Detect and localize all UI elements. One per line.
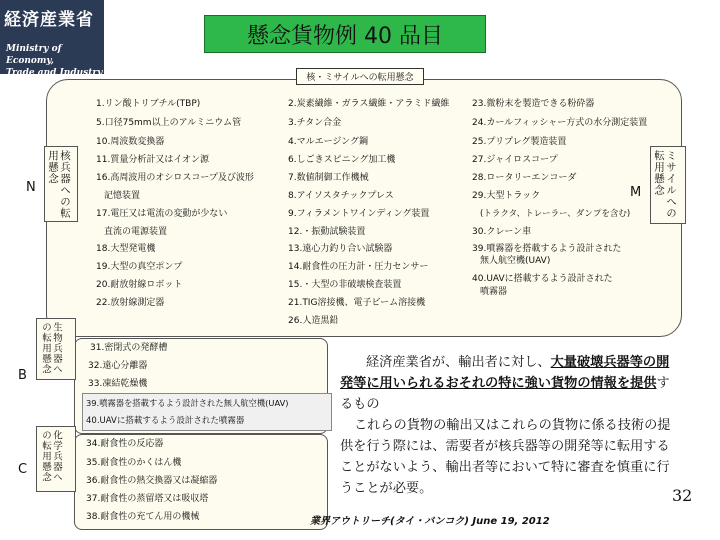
list-item: 23.微粉末を製造できる粉砕器 <box>472 99 595 109</box>
missile-marker: M <box>630 185 642 200</box>
list-item: 4.マルエージング鋼 <box>288 137 369 147</box>
list-item: 16.高周波用のオシロスコープ及び波形 <box>96 173 254 183</box>
list-item: 無人航空機(UAV) <box>480 256 551 266</box>
list-item: 39.噴霧器を搭載するよう設計された <box>472 244 622 254</box>
list-item: 15.・大型の非破壊検査装置 <box>288 280 402 290</box>
meti-logo <box>0 0 104 78</box>
list-item: 直流の電源装置 <box>104 227 168 237</box>
list-item: 7.数値制御工作機械 <box>288 173 369 183</box>
list-item: 40.UAVに搭載するよう設計された噴霧器 <box>86 416 245 426</box>
list-item: 31.密閉式の発酵槽 <box>90 343 168 353</box>
slide-title: 懸念貨物例 40 品目 <box>204 15 486 53</box>
list-item: 17.電圧又は電流の変動が少ない <box>96 209 228 219</box>
list-item: 33.凍結乾燥機 <box>88 379 148 389</box>
logo-jp-text: 経済産業省 <box>4 10 94 30</box>
missile-label: ミサイルへの転用懸念 <box>653 150 677 219</box>
list-item: 18.大型発電機 <box>96 244 156 254</box>
list-item: 10.周波数変換器 <box>96 137 165 147</box>
page-number: 32 <box>672 486 693 505</box>
para-text-1: 経済産業省が、輸出者に対し、 <box>366 355 551 370</box>
list-item: 14.耐食性の圧力計・圧力センサー <box>288 262 429 272</box>
nuclear-marker: N <box>26 180 36 195</box>
list-item: 2.炭素繊維・ガラス繊維・アラミド繊維 <box>288 99 450 109</box>
list-item: 記憶装置 <box>104 191 141 201</box>
list-item: 11.質量分析計又はイオン源 <box>96 155 210 165</box>
list-item: 13.遠心力釣り合い試験器 <box>288 244 393 254</box>
list-item: 30.クレーン車 <box>472 227 532 237</box>
logo-en-text <box>6 43 104 79</box>
list-item: 40.UAVに搭載するよう設計された <box>472 274 613 284</box>
list-item: 39.噴霧器を搭載するよう設計された無人航空機(UAV) <box>86 398 289 408</box>
list-item: 20.耐放射線ロボット <box>96 280 183 290</box>
chemical-marker: C <box>18 462 28 477</box>
list-item: 19.大型の真空ポンプ <box>96 262 183 272</box>
list-item: 25.プリプレグ製造装置 <box>472 137 567 147</box>
list-item: 6.しごきスピニング加工機 <box>288 155 396 165</box>
explanation-paragraph <box>340 352 680 499</box>
list-item: 8.アイソスタチックプレス <box>288 191 394 201</box>
list-item: 38.耐食性の充てん用の機械 <box>86 512 200 522</box>
list-item: 24.カールフィッシャー方式の水分測定装置 <box>472 118 648 128</box>
logo-en-line1: Ministry of Economy, <box>6 44 62 66</box>
footer-text: 業界アウトリーチ(タイ・バンコク) June 19, 2012 <box>310 516 550 527</box>
list-item: 3.チタン合金 <box>288 118 342 128</box>
biological-marker: B <box>18 368 27 383</box>
list-item: 22.放射線測定器 <box>96 298 165 308</box>
list-item: 1.リン酸トリブチル(TBP) <box>96 99 201 109</box>
list-item: (トラクタ、トレーラー、ダンプを含む) <box>480 209 631 219</box>
list-item: 5.口径75mm以上のアルミニウム管 <box>96 118 242 128</box>
list-item: 37.耐食性の蒸留塔又は吸収塔 <box>86 494 209 504</box>
para-text-2: するもの <box>340 376 670 412</box>
para-emphasis: 大量破壊兵器等の開発等に用いられるおそれの特に強い貨物の情報を提供 <box>340 355 670 391</box>
list-item: 21.TIG溶接機、電子ビーム溶接機 <box>288 298 426 308</box>
list-item: 12.・振動試験装置 <box>288 227 366 237</box>
logo-en-line2: Trade and Industry <box>6 68 103 78</box>
list-item: 34.耐食性の反応器 <box>86 439 164 449</box>
nuclear-label: 核兵器への転用懸念 <box>47 150 71 219</box>
biological-label: 生物兵器への転用懸念 <box>40 322 62 375</box>
list-item: 噴霧器 <box>480 287 508 297</box>
list-item: 27.ジャイロスコープ <box>472 155 558 165</box>
list-item: 32.遠心分離器 <box>88 361 148 371</box>
list-item: 36.耐食性の熱交換器又は凝縮器 <box>86 476 218 486</box>
list-item: 26.人造黒鉛 <box>288 316 339 326</box>
nuclear-missile-tag: 核・ミサイルへの転用懸念 <box>296 68 424 85</box>
chemical-label: 化学兵器への転用懸念 <box>40 430 62 483</box>
list-item: 29.大型トラック <box>472 191 541 201</box>
list-item: 28.ロータリーエンコーダ <box>472 173 577 183</box>
para-text-3: これらの貨物の輸出又はこれらの貨物に係る技術の提供を行う際には、需要者が核兵器等の開発等に転用することがないよう、輸出者等において特に審査を慎重に行うことが必要。 <box>340 418 671 496</box>
list-item: 35.耐食性のかくはん機 <box>86 458 182 468</box>
list-item: 9.フィラメントワインディング装置 <box>288 209 430 219</box>
